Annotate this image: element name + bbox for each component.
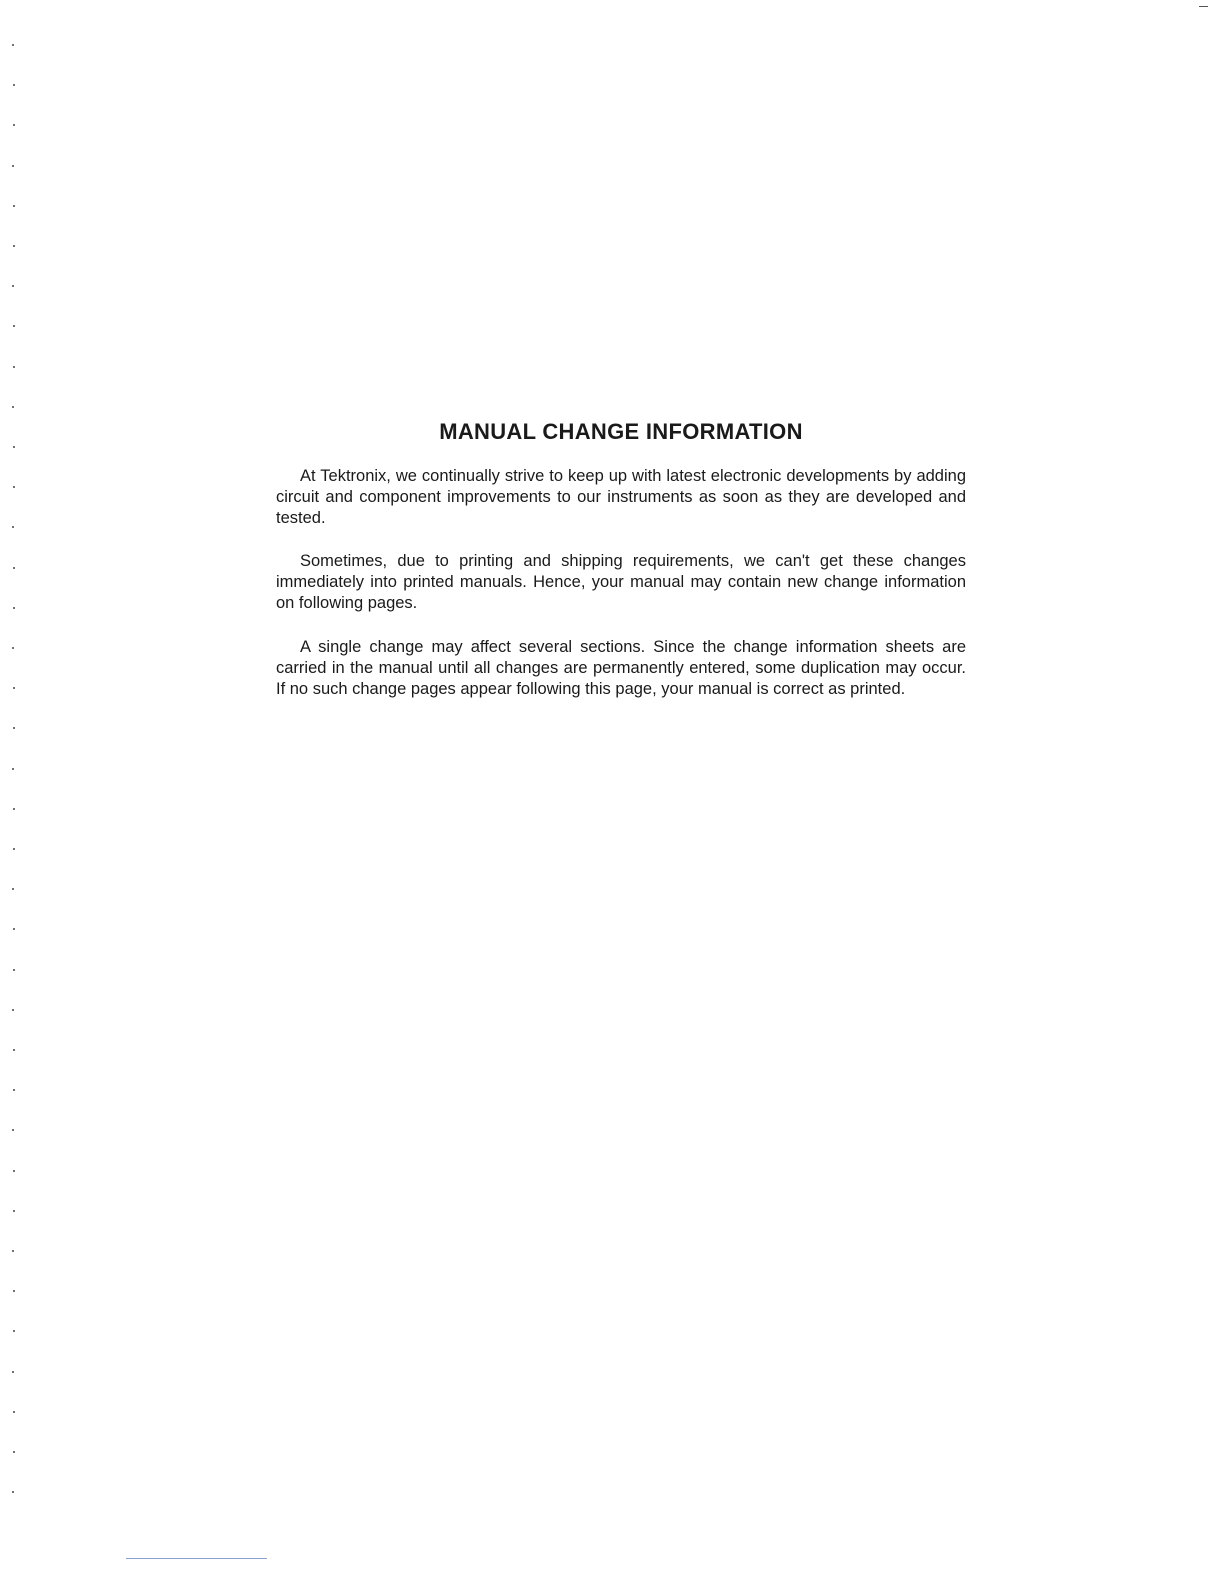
margin-mark xyxy=(13,84,15,86)
margin-mark xyxy=(12,406,14,408)
page-title: MANUAL CHANGE INFORMATION xyxy=(439,419,803,444)
paragraph-3 xyxy=(276,637,966,700)
margin-mark xyxy=(13,1089,15,1091)
margin-mark xyxy=(13,1170,15,1172)
margin-mark xyxy=(13,205,15,207)
margin-mark xyxy=(13,808,15,810)
margin-mark xyxy=(12,1129,14,1131)
margin-mark xyxy=(12,1009,14,1011)
paragraph-1-text: At Tektronix, we continually strive to keep up with latest electronic developments by adding circuit and component improvements to our instruments as soon as they are developed and tested. xyxy=(276,467,966,527)
margin-mark xyxy=(13,1411,15,1413)
margin-mark xyxy=(13,1330,15,1332)
paragraph-1 xyxy=(276,466,966,529)
margin-mark xyxy=(13,124,15,126)
margin-mark xyxy=(13,366,15,368)
margin-mark xyxy=(12,526,14,528)
margin-mark xyxy=(13,727,15,729)
margin-mark xyxy=(13,245,15,247)
binding-margin-marks xyxy=(10,0,40,1584)
margin-mark xyxy=(13,1049,15,1051)
margin-mark xyxy=(13,687,15,689)
margin-mark xyxy=(12,1491,14,1493)
margin-mark xyxy=(12,285,14,287)
margin-mark xyxy=(13,325,15,327)
margin-mark xyxy=(13,486,15,488)
margin-mark xyxy=(12,888,14,890)
margin-mark xyxy=(12,165,14,167)
paragraph-2-text: Sometimes, due to printing and shipping requirements, we can't get these changes immediately into printed manuals. Hence, your manual may contain new change information on following pages. xyxy=(276,552,966,612)
margin-mark xyxy=(13,446,15,448)
margin-mark xyxy=(13,567,15,569)
margin-mark xyxy=(12,768,14,770)
margin-mark xyxy=(13,848,15,850)
margin-mark xyxy=(13,607,15,609)
paragraph-3-text: A single change may affect several sections. Since the change information sheets are carried in the manual until all changes are permanently entered, some duplication may occur. If no such change pages appear following this page, your manual is correct as printed. xyxy=(276,638,966,698)
margin-mark xyxy=(12,647,14,649)
margin-mark xyxy=(13,1210,15,1212)
bottom-rule xyxy=(126,1558,267,1559)
margin-mark xyxy=(13,1290,15,1292)
margin-mark xyxy=(13,928,15,930)
margin-mark xyxy=(13,1451,15,1453)
margin-mark xyxy=(12,1250,14,1252)
corner-mark xyxy=(1199,6,1208,7)
margin-mark xyxy=(13,969,15,971)
margin-mark xyxy=(12,44,14,46)
paragraph-2 xyxy=(276,551,966,614)
margin-mark xyxy=(12,1371,14,1373)
